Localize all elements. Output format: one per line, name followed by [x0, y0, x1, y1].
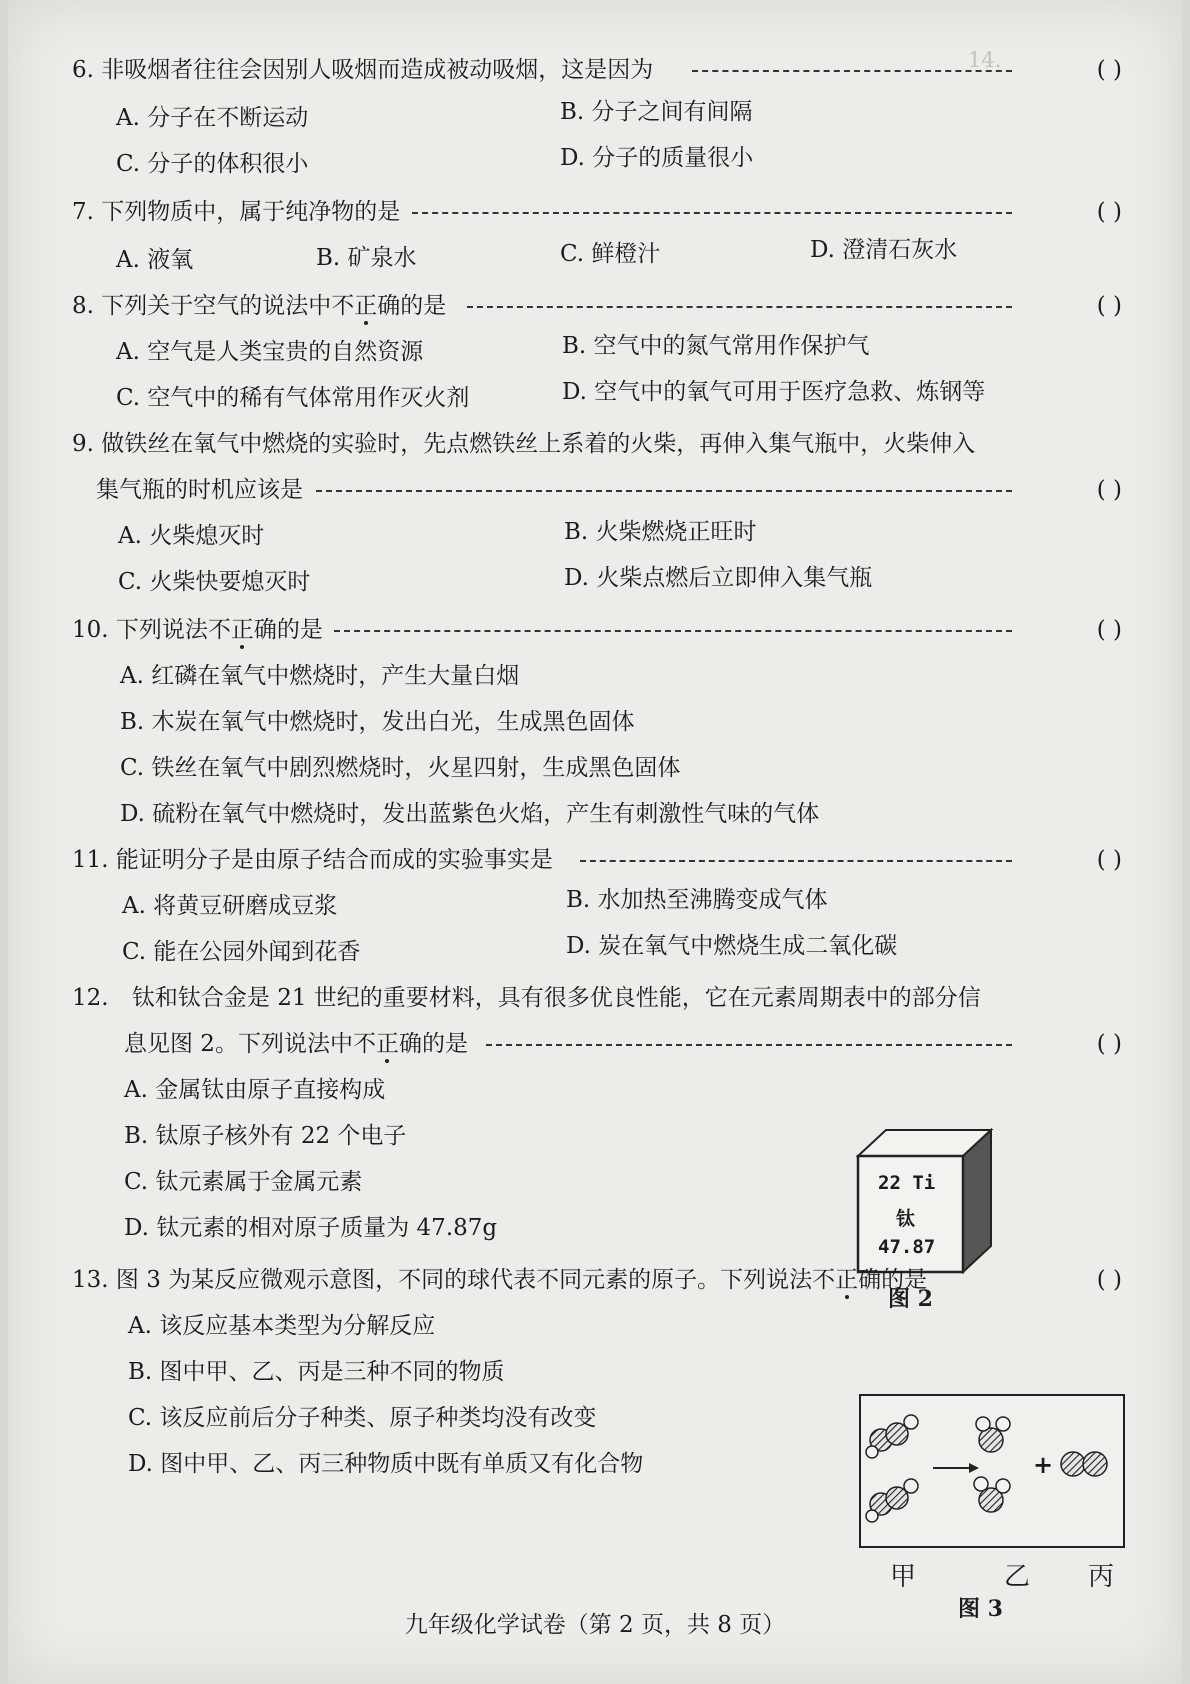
page-footer: 九年级化学试卷（第 2 页，共 8 页） [404, 1612, 786, 1638]
option-c: C. 空气中的稀有气体常用作灭火剂 [116, 385, 470, 411]
dashed-leader [580, 860, 1012, 862]
option-b: B. 水加热至沸腾变成气体 [566, 887, 828, 913]
option-c: C. 铁丝在氧气中剧烈燃烧时，火星四射，生成黑色固体 [120, 755, 681, 781]
question-8 [72, 290, 1122, 322]
option-b: B. 钛原子核外有 22 个电子 [124, 1123, 407, 1149]
option-d: D. 火柴点燃后立即伸入集气瓶 [564, 565, 873, 591]
question-number: 6. [72, 57, 94, 83]
option-c: C. 该反应前后分子种类、原子种类均没有改变 [128, 1405, 597, 1431]
question-stem-end: 的是 [400, 293, 447, 319]
question-stem-cont: 集气瓶的时机应该是 [96, 477, 303, 503]
dashed-leader [412, 212, 1012, 214]
option-d: D. 钛元素的相对原子质量为 47.87g [124, 1215, 498, 1241]
question-stem: 下列物质中，属于纯净物的是 [101, 199, 401, 225]
question-number: 11. [72, 847, 109, 873]
dashed-leader [467, 306, 1012, 308]
question-12-line-2 [124, 1028, 1122, 1060]
option-c: C. 分子的体积很小 [116, 151, 309, 177]
question-10 [72, 614, 1122, 646]
option-b: B. 分子之间有间隔 [560, 99, 753, 125]
option-c: C. 钛元素属于金属元素 [124, 1169, 363, 1195]
figure-2-caption: 图 2 [888, 1286, 933, 1312]
option-d: D. 空气中的氧气可用于医疗急救、炼钢等 [562, 379, 986, 405]
emphasis-dotted: 不正确 [352, 1031, 422, 1057]
option-a: A. 该反应基本类型为分解反应 [128, 1313, 436, 1339]
label-yi: 乙 [1004, 1562, 1031, 1592]
dashed-leader [692, 70, 1012, 72]
question-stem: 钛和钛合金是 21 世纪的重要材料，具有很多优良性能，它在元素周期表中的部分信 [131, 985, 981, 1011]
answer-blank: ( ) [1096, 477, 1122, 503]
dashed-leader [334, 630, 1012, 632]
question-stem: 非吸烟者往往会因别人吸烟而造成被动吸烟，这是因为 [101, 57, 654, 83]
label-jia: 甲 [890, 1562, 917, 1592]
reactant-molecule-2 [866, 1479, 918, 1522]
reaction-molecules [861, 1396, 1123, 1546]
question-number: 13. [72, 1267, 109, 1293]
element-number-symbol: 22 Ti [878, 1172, 936, 1194]
option-b: B. 火柴燃烧正旺时 [564, 519, 757, 545]
question-stem-end: 的是 [276, 617, 323, 643]
answer-blank: ( ) [1096, 199, 1122, 225]
option-a: A. 火柴熄灭时 [118, 523, 265, 549]
exam-page [8, 0, 1182, 1684]
option-c: C. 火柴快要熄灭时 [118, 569, 311, 595]
emphasis-dotted: 不正确 [331, 293, 401, 319]
figure-3-reaction-diagram [859, 1394, 1125, 1548]
answer-blank: ( ) [1096, 617, 1122, 643]
option-d: D. 炭在氧气中燃烧生成二氧化碳 [566, 933, 898, 959]
answer-blank: ( ) [1096, 57, 1122, 83]
plus-sign: + [1033, 1450, 1054, 1479]
element-name: 钛 [896, 1208, 916, 1230]
question-7 [72, 196, 1122, 228]
question-stem: 做铁丝在氧气中燃烧的实验时，先点燃铁丝上系着的火柴，再伸入集气瓶中，火柴伸入 [101, 431, 976, 457]
figure-2-element-cube [856, 1128, 996, 1278]
question-stem-end: 的是 [881, 1267, 928, 1293]
question-number: 9. [72, 431, 94, 457]
option-a: A. 将黄豆研磨成豆浆 [122, 893, 338, 919]
option-b: B. 图中甲、乙、丙是三种不同的物质 [128, 1359, 505, 1385]
question-stem: 下列关于空气的说法中 [101, 293, 332, 319]
answer-blank: ( ) [1096, 293, 1122, 319]
product-molecule-2 [974, 1477, 1010, 1512]
question-9 [72, 428, 1122, 460]
question-stem: 下列说法 [115, 617, 208, 643]
question-11 [72, 844, 1122, 876]
option-a: A. 红磷在氧气中燃烧时，产生大量白烟 [120, 663, 520, 689]
figure-3-caption: 图 3 [958, 1596, 1003, 1622]
option-c: C. 鲜橙汁 [560, 241, 661, 267]
bleed-through: 14. [968, 48, 1002, 72]
answer-blank: ( ) [1096, 1031, 1122, 1057]
question-12 [72, 982, 1122, 1014]
option-a: A. 液氧 [116, 247, 194, 273]
product-molecule-1 [976, 1417, 1010, 1452]
question-stem-cont: 息见图 2。下列说法中 [124, 1031, 353, 1057]
question-9-line-2 [96, 474, 1122, 506]
option-a: A. 空气是人类宝贵的自然资源 [116, 339, 424, 365]
emphasis-dotted: 不正确 [812, 1267, 882, 1293]
option-a: A. 分子在不断运动 [116, 105, 309, 131]
reaction-arrow [933, 1463, 979, 1473]
option-b: B. 木炭在氧气中燃烧时，发出白光，生成黑色固体 [120, 709, 635, 735]
option-b: B. 空气中的氮气常用作保护气 [562, 333, 870, 359]
emphasis-dotted: 不正确 [207, 617, 277, 643]
option-d: D. 硫粉在氧气中燃烧时，发出蓝紫色火焰，产生有刺激性气味的气体 [120, 801, 820, 827]
question-13 [72, 1264, 1122, 1296]
option-d: D. 图中甲、乙、丙三种物质中既有单质又有化合物 [128, 1451, 644, 1477]
question-stem: 能证明分子是由原子结合而成的实验事实是 [115, 847, 553, 873]
label-bing: 丙 [1088, 1562, 1115, 1592]
question-number: 10. [72, 617, 109, 643]
question-stem: 图 3 为某反应微观示意图，不同的球代表不同元素的原子。下列说法 [115, 1267, 813, 1293]
reactant-molecule-1 [866, 1415, 918, 1458]
question-stem-end: 的是 [421, 1031, 468, 1057]
option-d: D. 澄清石灰水 [810, 237, 958, 263]
option-c: C. 能在公园外闻到花香 [122, 939, 361, 965]
question-number: 8. [72, 293, 94, 319]
option-d: D. 分子的质量很小 [560, 145, 754, 171]
element-mass: 47.87 [878, 1236, 936, 1258]
question-number: 12. [72, 985, 109, 1011]
question-number: 7. [72, 199, 94, 225]
answer-blank: ( ) [1096, 847, 1122, 873]
option-a: A. 金属钛由原子直接构成 [124, 1077, 386, 1103]
dashed-leader [316, 490, 1012, 492]
option-b: B. 矿泉水 [316, 245, 417, 271]
dashed-leader [486, 1044, 1012, 1046]
product-molecule-3 [1061, 1452, 1107, 1476]
question-6 [72, 54, 1122, 86]
answer-blank: ( ) [1096, 1267, 1122, 1293]
